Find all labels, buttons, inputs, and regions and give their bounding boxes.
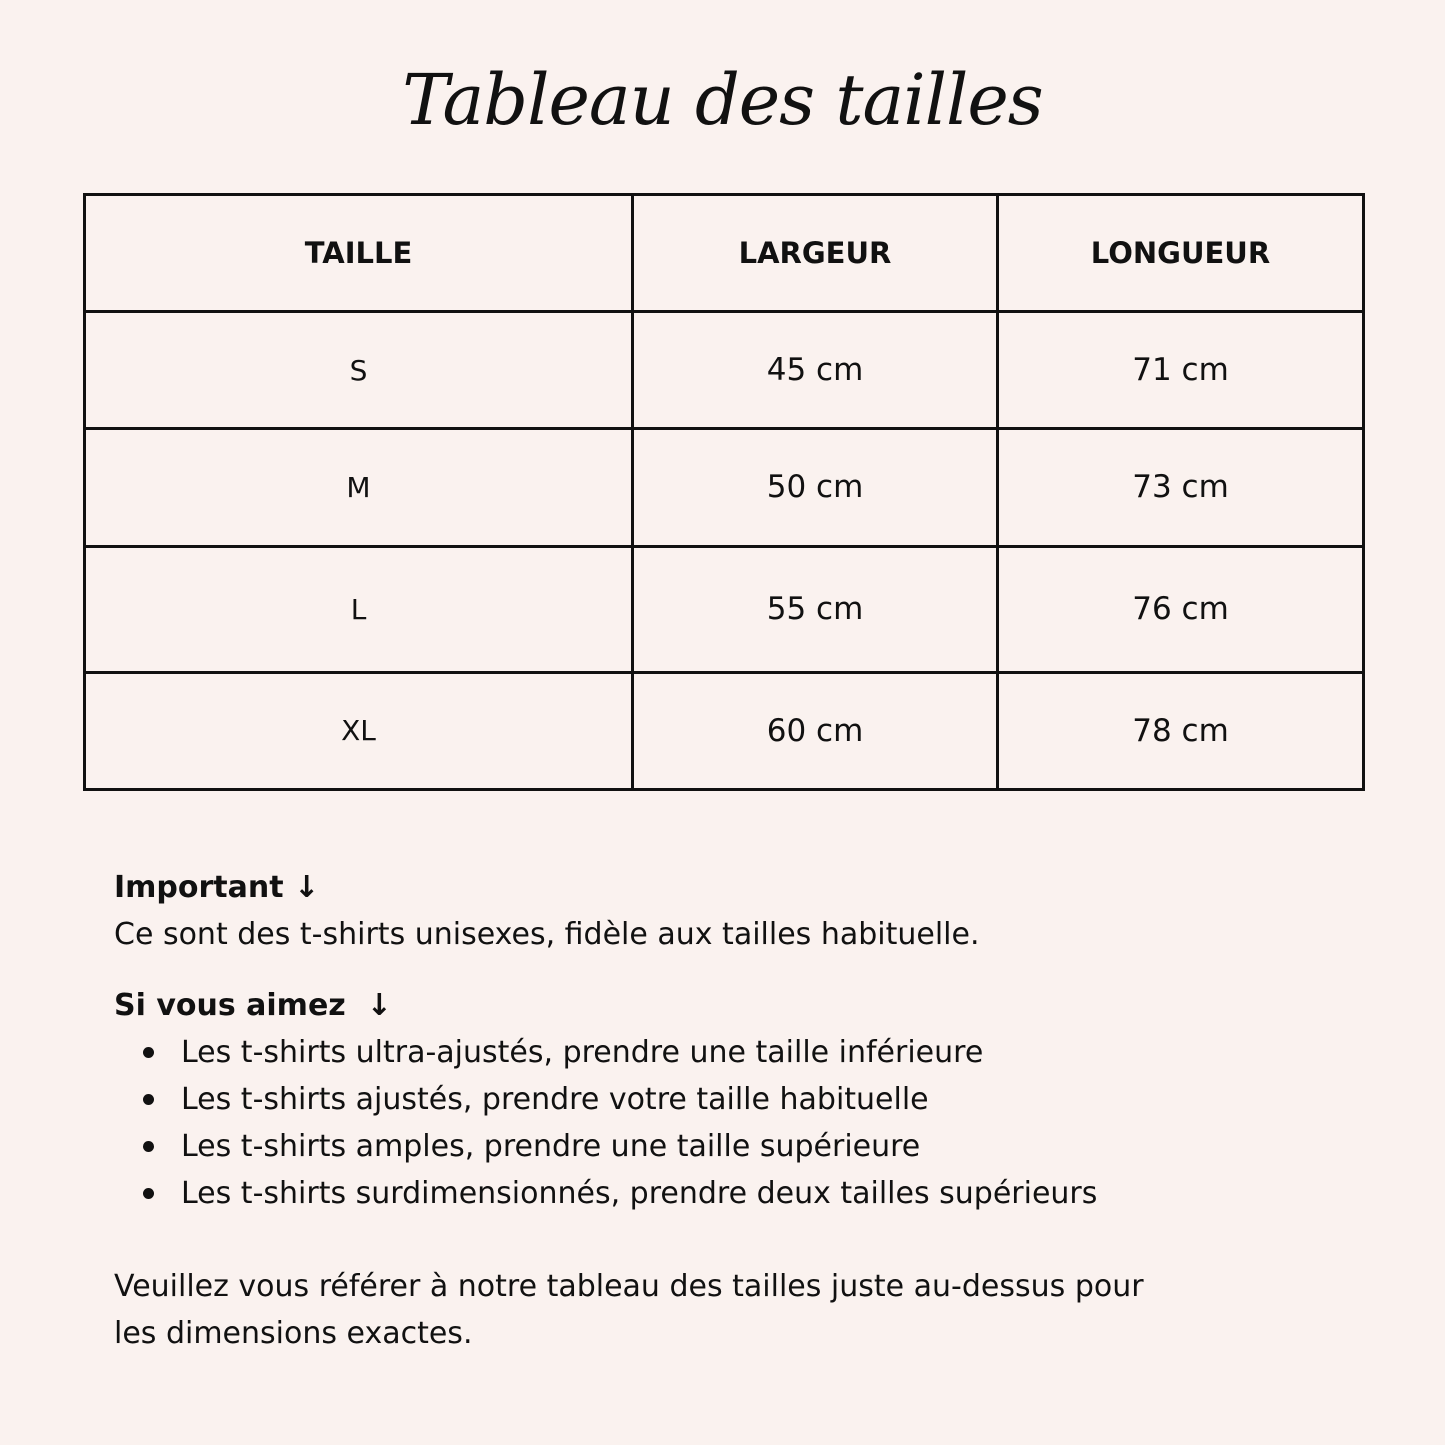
column-header-largeur: LARGEUR xyxy=(633,195,998,312)
column-header-taille: TAILLE xyxy=(85,195,633,312)
width-cell: 55 cm xyxy=(633,546,998,672)
table-row xyxy=(85,546,1364,672)
bullet-icon xyxy=(143,1047,154,1058)
table-header-row xyxy=(85,195,1364,312)
size-cell: M xyxy=(85,429,633,546)
list-item-text: Les t-shirts ajustés, prendre votre taille habituelle xyxy=(181,1082,929,1117)
page-title: Tableau des tailles xyxy=(402,59,1043,141)
table-row xyxy=(85,312,1364,429)
list-item-text: Les t-shirts amples, prendre une taille supérieure xyxy=(181,1129,921,1164)
preferences-list xyxy=(114,1029,1344,1217)
size-chart-table xyxy=(83,193,1365,791)
size-cell: XL xyxy=(85,672,633,789)
length-cell: 78 cm xyxy=(998,672,1364,789)
bullet-icon xyxy=(143,1188,154,1199)
list-item-text: Les t-shirts ultra-ajustés, prendre une taille inférieure xyxy=(181,1035,984,1070)
important-text: Ce sont des t-shirts unisexes, fidèle aux tailles habituelle. xyxy=(114,917,980,952)
size-cell: S xyxy=(85,312,633,429)
length-cell: 73 cm xyxy=(998,429,1364,546)
bullet-icon xyxy=(143,1094,154,1105)
column-header-longueur: LONGUEUR xyxy=(998,195,1364,312)
list-item xyxy=(181,1170,1344,1217)
size-notes xyxy=(114,864,1344,1357)
length-cell: 76 cm xyxy=(998,546,1364,672)
bullet-icon xyxy=(143,1141,154,1152)
list-item xyxy=(181,1076,1344,1123)
width-cell: 45 cm xyxy=(633,312,998,429)
list-item xyxy=(181,1029,1344,1076)
size-cell: L xyxy=(85,546,633,672)
important-heading: Important ↓ xyxy=(114,870,320,905)
length-cell: 71 cm xyxy=(998,312,1364,429)
footer-text-line-1: Veuillez vous référer à notre tableau des tailles juste au-dessus pour xyxy=(114,1269,1144,1304)
table-row xyxy=(85,429,1364,546)
table-row xyxy=(85,672,1364,789)
width-cell: 50 cm xyxy=(633,429,998,546)
list-item-text: Les t-shirts surdimensionnés, prendre deux tailles supérieurs xyxy=(181,1176,1098,1211)
width-cell: 60 cm xyxy=(633,672,998,789)
preferences-heading: Si vous aimez ↓ xyxy=(114,988,392,1023)
list-item xyxy=(181,1123,1344,1170)
footer-text-line-2: les dimensions exactes. xyxy=(114,1316,473,1351)
